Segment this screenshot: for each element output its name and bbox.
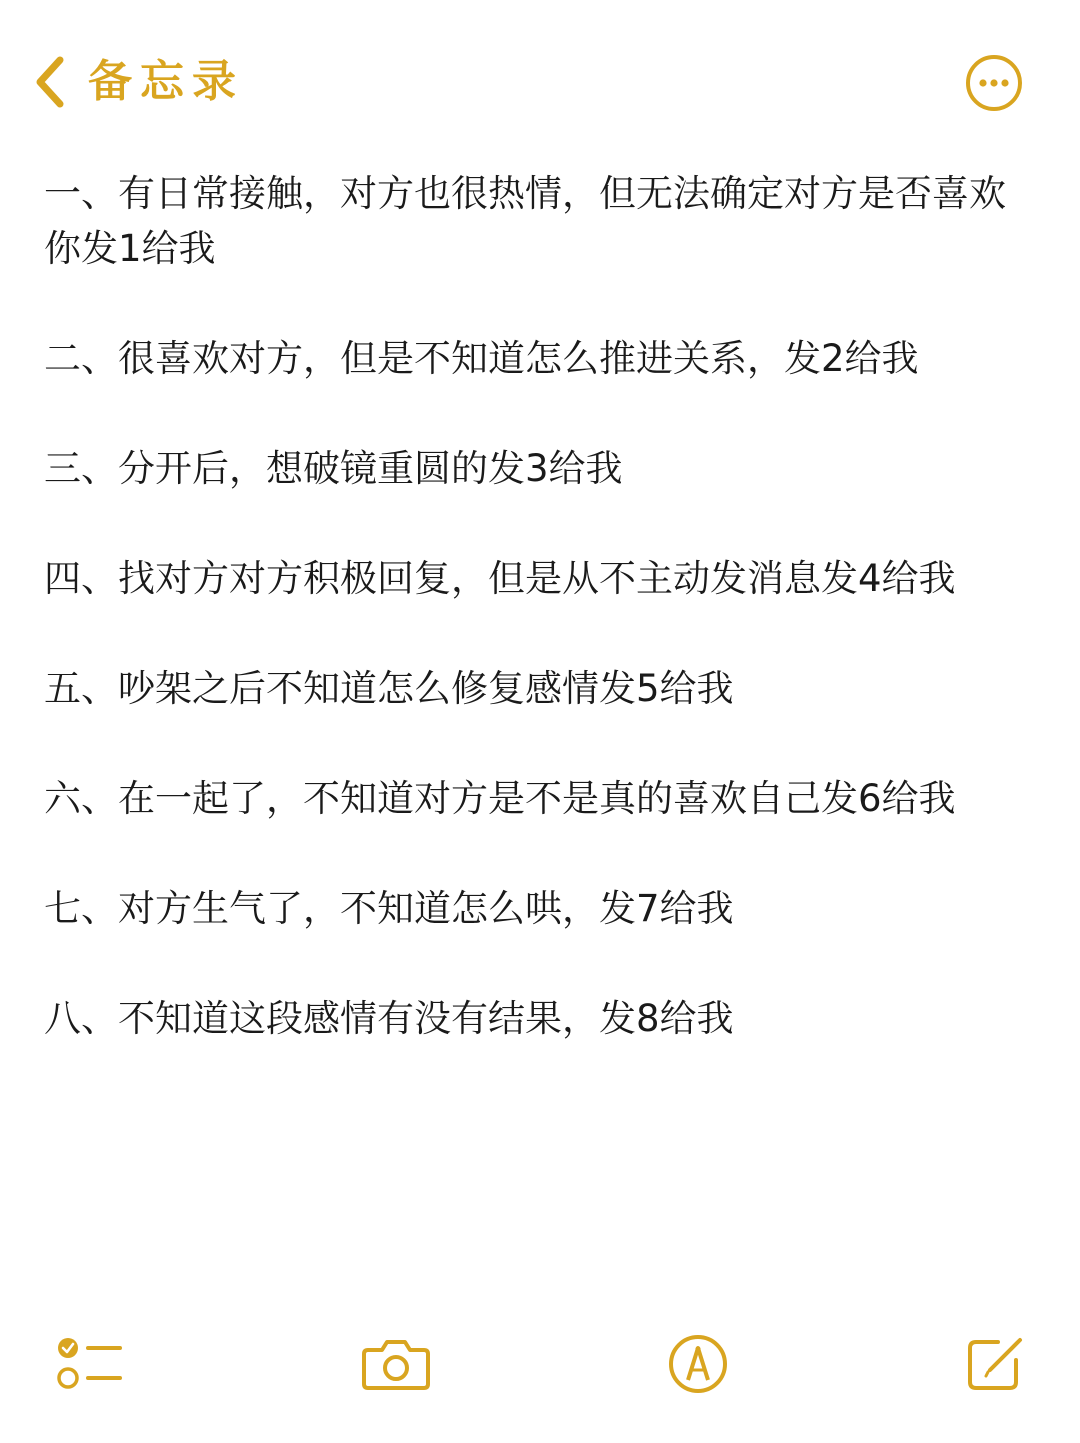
compose-button[interactable] bbox=[964, 1330, 1028, 1394]
back-button[interactable] bbox=[28, 52, 244, 112]
note-line-6: 六、在一起了，不知道对方是不是真的喜欢自己发6给我 bbox=[44, 777, 956, 820]
navigation-bar bbox=[0, 0, 1080, 160]
note-line-8: 八、不知道这段感情有没有结果，发8给我 bbox=[44, 997, 734, 1040]
camera-button[interactable] bbox=[360, 1334, 432, 1394]
camera-icon bbox=[360, 1334, 432, 1394]
note-line-3: 三、分开后，想破镜重圆的发3给我 bbox=[44, 447, 623, 490]
chevron-left-icon bbox=[28, 52, 72, 112]
note-line-2: 二、很喜欢对方，但是不知道怎么推进关系，发2给我 bbox=[44, 337, 919, 380]
checklist-button[interactable] bbox=[56, 1336, 124, 1392]
note-line-4: 四、找对方对方积极回复，但是从不主动发消息发4给我 bbox=[44, 557, 956, 600]
back-button-label: 备忘录 bbox=[88, 56, 244, 107]
note-body[interactable] bbox=[44, 166, 1034, 1101]
markup-pen-icon bbox=[666, 1332, 730, 1396]
bottom-toolbar bbox=[0, 1320, 1080, 1420]
compose-icon bbox=[964, 1330, 1028, 1394]
note-line-1: 一、有日常接触，对方也很热情，但无法确定对方是否喜欢你发1给我 bbox=[44, 172, 1006, 270]
checklist-icon bbox=[56, 1336, 124, 1392]
markup-button[interactable] bbox=[666, 1332, 730, 1396]
note-line-5: 五、吵架之后不知道怎么修复感情发5给我 bbox=[44, 667, 734, 710]
note-line-7: 七、对方生气了，不知道怎么哄，发7给我 bbox=[44, 887, 734, 930]
ellipsis-circle-icon bbox=[964, 53, 1024, 113]
more-button[interactable] bbox=[964, 53, 1024, 113]
